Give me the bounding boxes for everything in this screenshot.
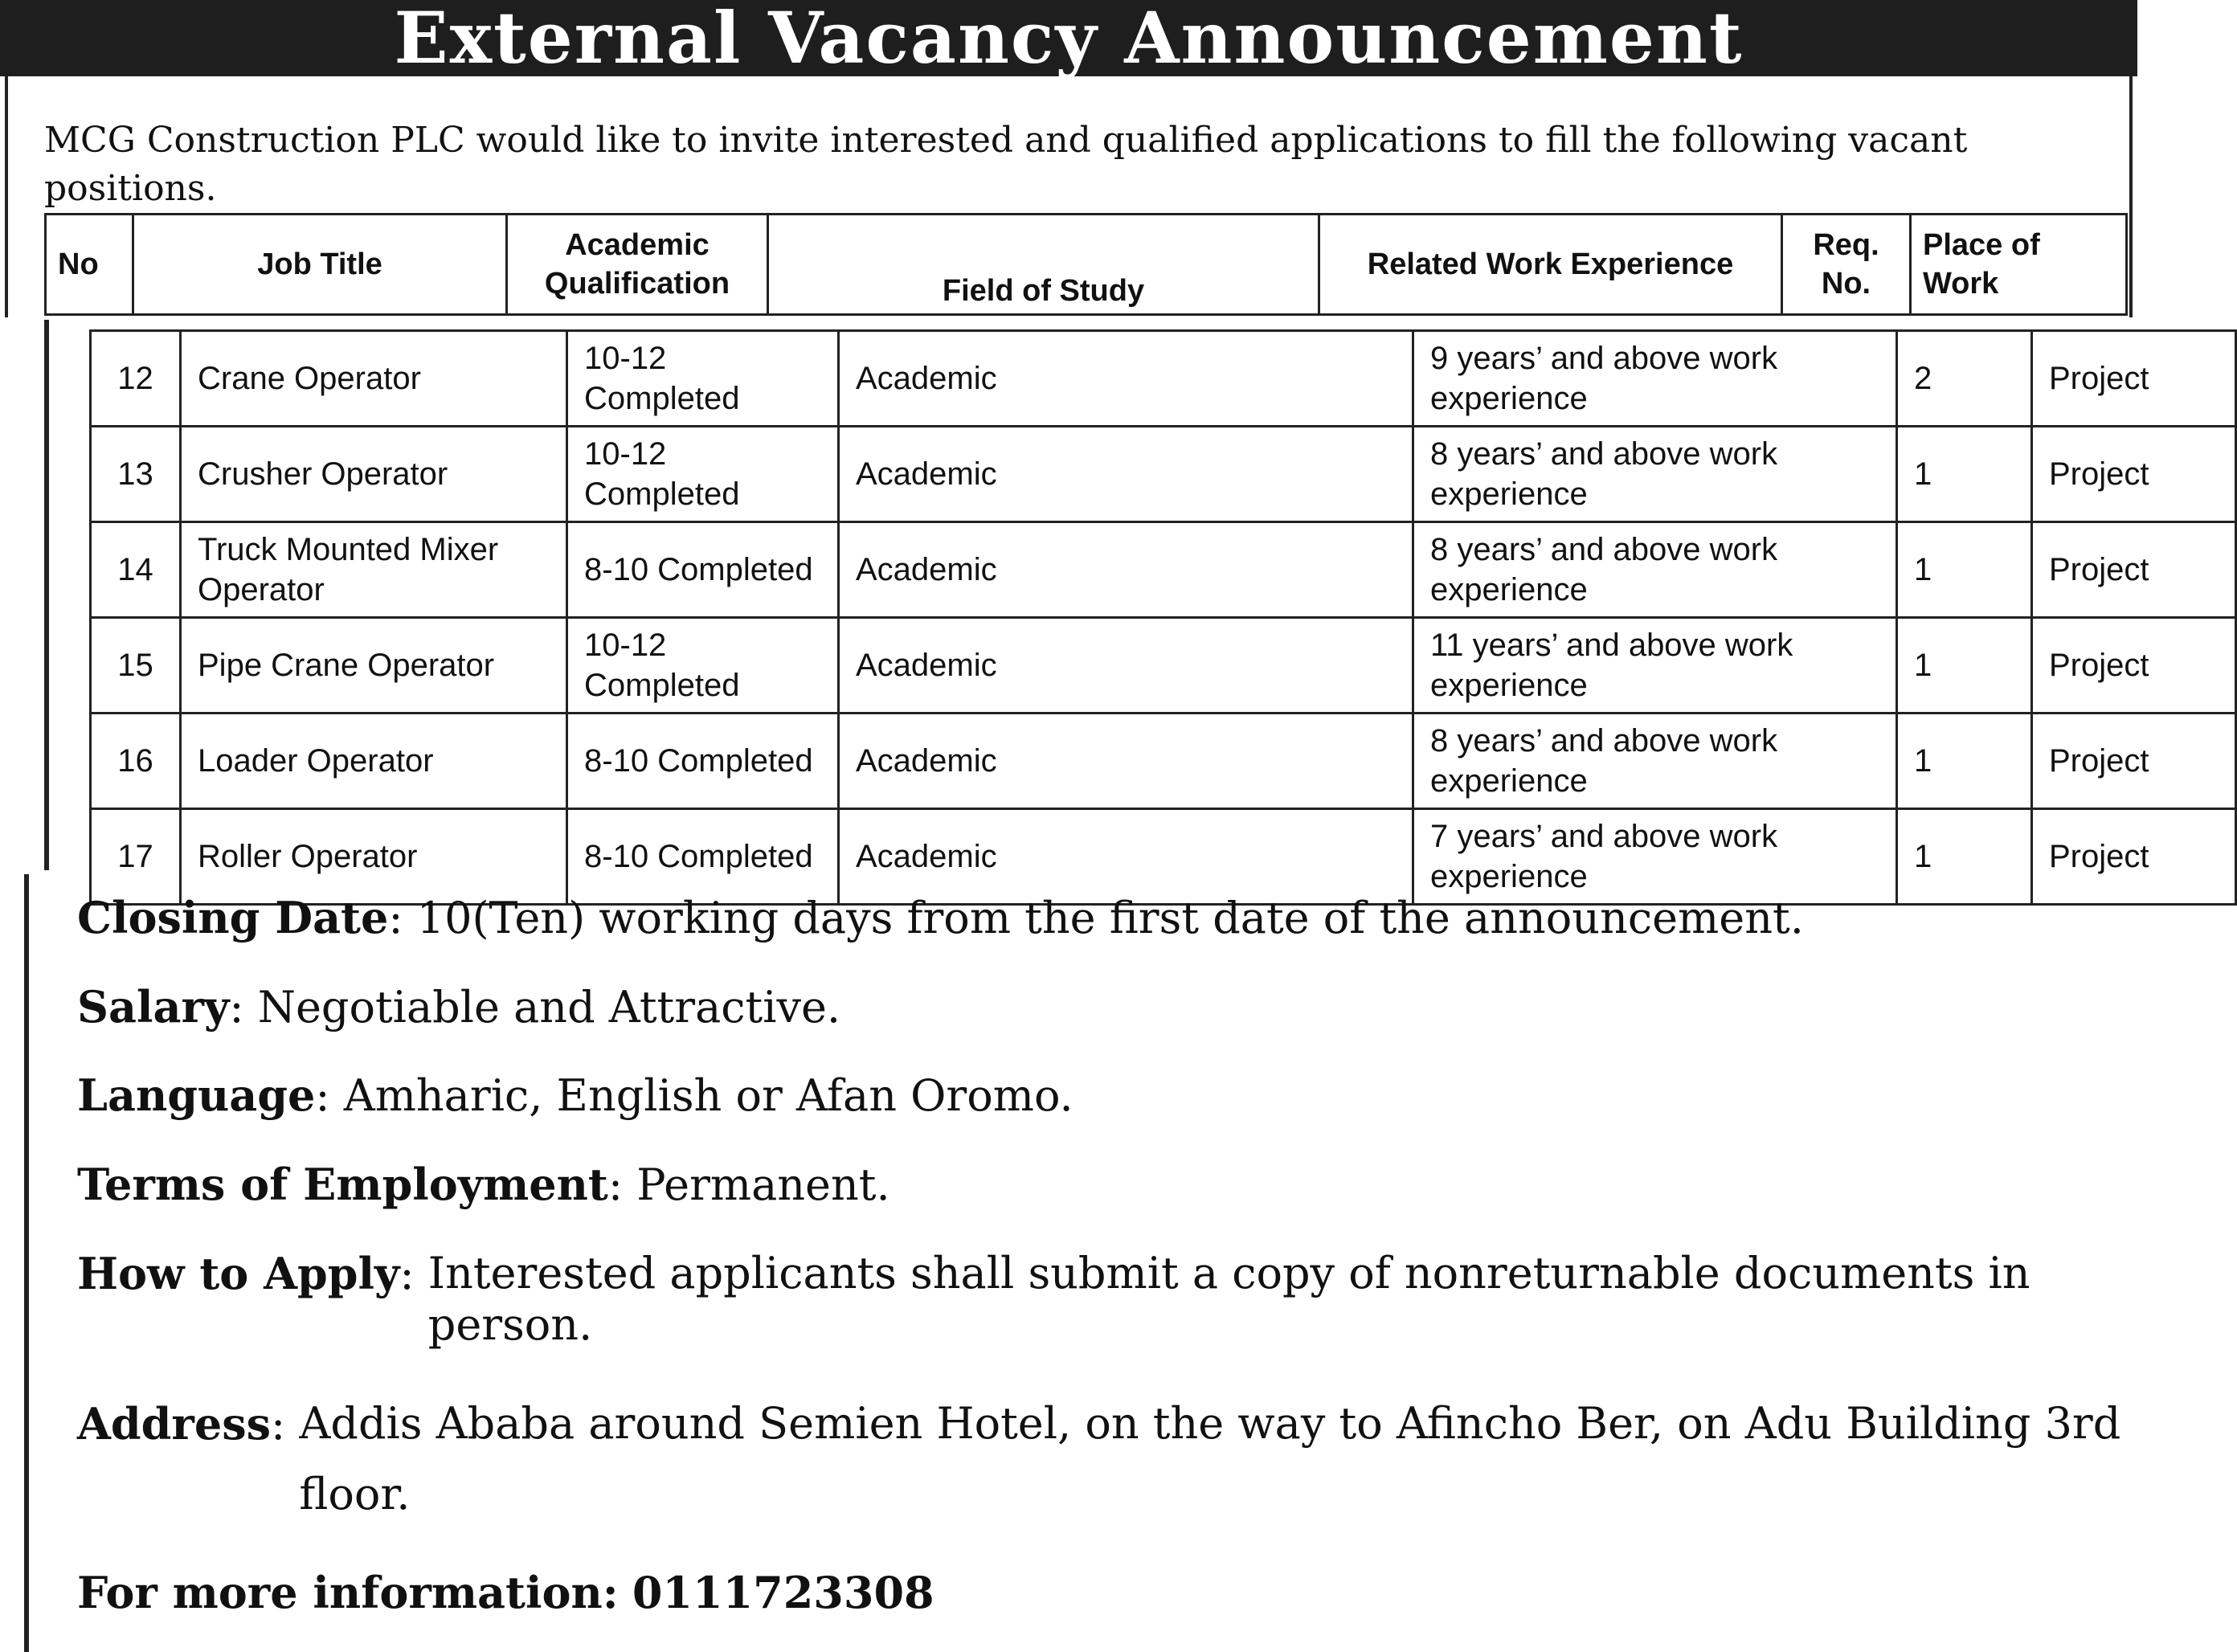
how-to-apply-label: How to Apply	[77, 1248, 400, 1299]
cell-field: Academic	[839, 522, 1413, 618]
cell-job-title: Crusher Operator	[181, 427, 567, 522]
header-academic-qualification: Academic Qualification	[507, 215, 768, 315]
address-value: Addis Ababa around Semien Hotel, on the way to Afincho Ber, on Adu Building 3rd floor.	[299, 1398, 2121, 1519]
cell-no: 17	[91, 809, 181, 905]
salary-value: Negotiable and Attractive.	[257, 982, 841, 1032]
closing-date: Closing Date: 10(Ten) working days from the first date of the announcement.	[77, 892, 1804, 943]
cell-place: Project	[2032, 522, 2236, 618]
salary-label: Salary	[77, 981, 230, 1032]
cell-place: Project	[2032, 331, 2236, 427]
table-row	[91, 618, 2236, 714]
salary: Salary: Negotiable and Attractive.	[77, 981, 841, 1032]
cell-place: Project	[2032, 427, 2236, 522]
table-row	[91, 714, 2236, 809]
more-information	[77, 1567, 2182, 1619]
cell-place: Project	[2032, 714, 2236, 809]
more-info-label: For more information:	[77, 1567, 619, 1618]
cell-field: Academic	[839, 427, 1413, 522]
cell-job-title: Loader Operator	[181, 714, 567, 809]
cell-field: Academic	[839, 331, 1413, 427]
terms-value: Permanent.	[636, 1159, 890, 1210]
cell-req: 1	[1897, 618, 2032, 714]
closing-date-value: 10(Ten) working days from the first date of the announcement.	[416, 893, 1804, 943]
header-related-work-experience: Related Work Experience	[1319, 215, 1782, 315]
cell-req: 2	[1897, 331, 2032, 427]
cell-qualification: 8-10 Completed	[567, 522, 839, 618]
cell-experience: 8 years’ and above work experience	[1413, 714, 1897, 809]
language-value: Amharic, English or Afan Oromo.	[343, 1070, 1074, 1121]
cell-no: 16	[91, 714, 181, 809]
cell-field: Academic	[839, 809, 1413, 905]
cell-req: 1	[1897, 427, 2032, 522]
cell-job-title: Roller Operator	[181, 809, 567, 905]
announcement-title: External Vacancy Announcement	[0, 0, 2137, 76]
address: Address: Addis Ababa around Semien Hotel, on the way to Afincho Ber, on Adu Building 3rd floor.	[77, 1388, 2182, 1530]
how-to-apply-value: Interested applicants shall submit a copy of nonreturnable documents in person.	[427, 1248, 2030, 1350]
header-req-no: Req. No.	[1782, 215, 1911, 315]
cell-experience: 11 years’ and above work experience	[1413, 618, 1897, 714]
table-row	[91, 331, 2236, 427]
language: Language: Amharic, English or Afan Oromo.	[77, 1069, 1074, 1121]
cell-job-title: Pipe Crane Operator	[181, 618, 567, 714]
cell-job-title: Truck Mounted Mixer Operator	[181, 522, 567, 618]
cell-experience: 9 years’ and above work experience	[1413, 331, 1897, 427]
details-section	[24, 874, 2218, 1652]
cell-experience: 7 years’ and above work experience	[1413, 809, 1897, 905]
intro-text: MCG Construction PLC would like to invite interested and qualified applications to fill the following vacant positions.	[44, 120, 1968, 209]
cell-experience: 8 years’ and above work experience	[1413, 427, 1897, 522]
header-place-of-work: Place of Work	[1911, 215, 2127, 315]
how-to-apply: How to Apply: Interested applicants shall submit a copy of nonreturnable documents in person.	[77, 1248, 2182, 1351]
closing-date-label: Closing Date	[77, 892, 389, 943]
cell-qualification: 8-10 Completed	[567, 809, 839, 905]
vacancy-table-header	[44, 213, 2128, 316]
cell-qualification: 10-12 Completed	[567, 427, 839, 522]
header-field-of-study: Field of Study	[768, 215, 1319, 315]
cell-no: 12	[91, 331, 181, 427]
cell-no: 13	[91, 427, 181, 522]
cell-experience: 8 years’ and above work experience	[1413, 522, 1897, 618]
cell-no: 15	[91, 618, 181, 714]
cell-qualification: 10-12 Completed	[567, 618, 839, 714]
vacancy-table-body	[89, 329, 2237, 906]
cell-place: Project	[2032, 809, 2236, 905]
cell-field: Academic	[839, 714, 1413, 809]
cell-place: Project	[2032, 618, 2236, 714]
table-body-frame	[44, 320, 2218, 894]
cell-job-title: Crane Operator	[181, 331, 567, 427]
cell-req: 1	[1897, 809, 2032, 905]
cell-req: 1	[1897, 522, 2032, 618]
cell-req: 1	[1897, 714, 2032, 809]
language-label: Language	[77, 1069, 316, 1121]
table-row	[91, 522, 2236, 618]
cell-field: Academic	[839, 618, 1413, 714]
cell-no: 14	[91, 522, 181, 618]
cell-qualification: 8-10 Completed	[567, 714, 839, 809]
phone-number: 0111723308	[632, 1567, 934, 1618]
header-job-title: Job Title	[133, 215, 507, 315]
address-label: Address	[77, 1398, 272, 1450]
terms-label: Terms of Employment	[77, 1159, 608, 1210]
cell-qualification: 10-12 Completed	[567, 331, 839, 427]
header-no: No	[46, 215, 133, 315]
terms-of-employment: Terms of Employment: Permanent.	[77, 1159, 890, 1210]
table-row	[91, 427, 2236, 522]
